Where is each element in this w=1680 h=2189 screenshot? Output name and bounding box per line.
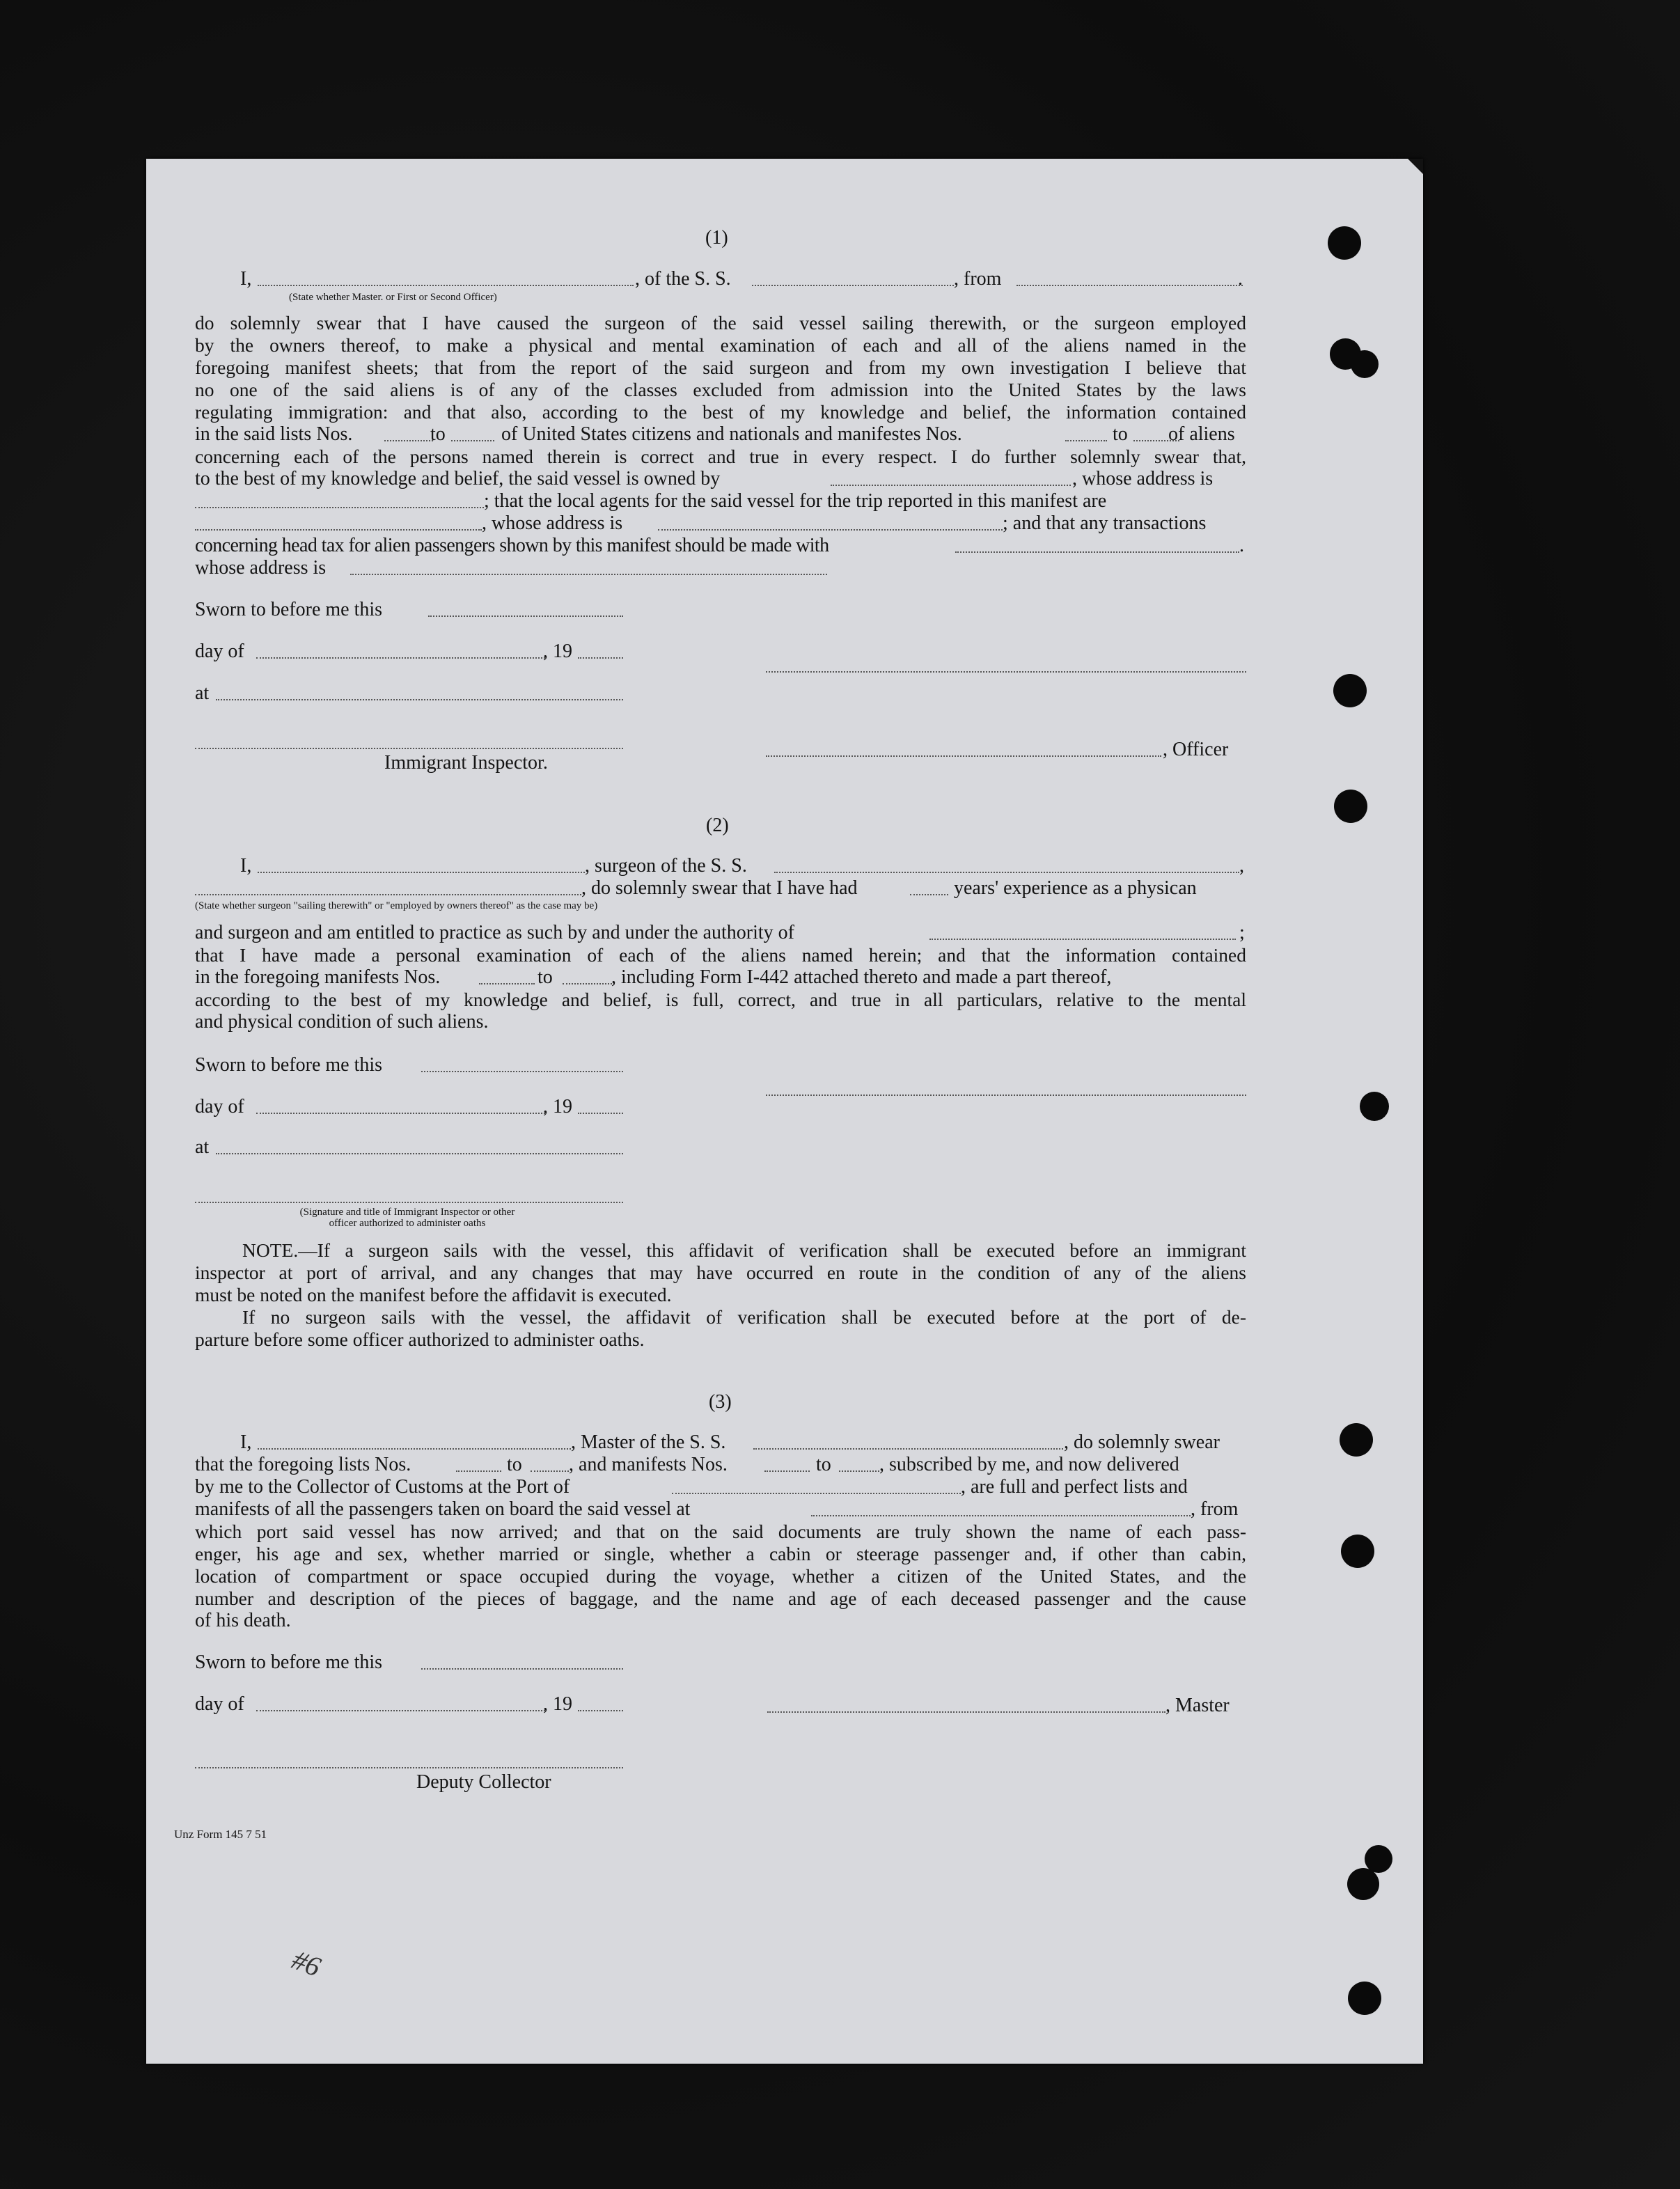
s2-signature-note-2: officer authorized to administer oaths	[329, 1218, 486, 1229]
s1-to2-label: to	[1113, 423, 1128, 445]
s1-lists-nos-label: in the said lists Nos.	[195, 423, 353, 445]
s2-day-of-label: day of	[195, 1096, 244, 1117]
punch-hole	[1348, 1982, 1381, 2015]
s2-note-line: NOTE.—If a surgeon sails with the vessel, this affidavit of verification shall be executed before an immigrant	[242, 1239, 1246, 1261]
s2-year-field[interactable]	[578, 1113, 623, 1114]
s1-period: .	[1238, 268, 1243, 290]
s3-boarded-at-field[interactable]	[811, 1515, 1191, 1516]
s3-oath-line-last: of his death.	[195, 1610, 291, 1631]
s3-collector-signature-field[interactable]	[195, 1767, 623, 1768]
s1-oath-line: foregoing manifest sheets; that from the report of the said surgeon and from my own investigation I believe that	[195, 356, 1246, 378]
s3-lists-from-field[interactable]	[456, 1470, 501, 1472]
s2-i-label: I,	[240, 855, 252, 877]
s1-head-tax-address-field[interactable]	[350, 574, 827, 575]
section-2-heading: (2)	[706, 815, 729, 836]
s2-note-line: parture before some officer authorized to administer oaths.	[195, 1328, 645, 1350]
s1-inspector-signature-field[interactable]	[195, 748, 623, 749]
s1-agent-address-field[interactable]	[658, 529, 1003, 531]
s1-lists-from-field[interactable]	[384, 440, 433, 441]
form-page	[146, 159, 1423, 2064]
s3-master-of-label: , Master of the S. S.	[571, 1431, 726, 1453]
s1-lists-to-field[interactable]	[451, 440, 494, 441]
s2-line-4	[195, 944, 1246, 966]
punch-hole	[1347, 1868, 1379, 1900]
s1-transactions-label: ; and that any transactions	[1003, 512, 1207, 534]
s2-oath-line: that I have made a personal examination of each of the aliens named herein; and that the information contained	[195, 944, 1246, 966]
s2-swear-label: , do solemnly swear that I have had	[581, 877, 858, 899]
punch-hole	[1360, 1092, 1389, 1121]
s1-head-tax-label: concerning head tax for alien passengers shown by this manifest should be made with	[195, 535, 829, 556]
punch-hole	[1333, 674, 1367, 707]
section-1-heading: (1)	[705, 227, 728, 249]
s2-oath-line-last: and physical condition of such aliens.	[195, 1011, 489, 1033]
s3-year-label: , 19	[543, 1693, 572, 1715]
s1-officer-label: , Officer	[1163, 739, 1229, 760]
s1-sworn-field[interactable]	[428, 615, 623, 617]
s3-port-field[interactable]	[672, 1493, 961, 1494]
s3-boarded-at-label: manifests of all the passengers taken on board the said vessel at	[195, 1498, 691, 1520]
s1-owner-address-label: , whose address is	[1072, 468, 1214, 489]
s2-authority-label: and surgeon and am entitled to practice as such by and under the authority of	[195, 922, 794, 943]
s2-to-label: to	[537, 966, 553, 988]
s2-note-paragraph	[195, 1239, 1246, 1351]
s2-manifest-from-field[interactable]	[479, 983, 535, 984]
s3-year-field[interactable]	[578, 1710, 623, 1711]
s3-master-name-field[interactable]	[258, 1448, 571, 1450]
s2-sworn-label: Sworn to before me this	[195, 1054, 383, 1076]
handwritten-mark: #6	[288, 1943, 325, 1983]
s2-surgeon-name-field[interactable]	[258, 872, 585, 873]
s1-head-tax-contact-field[interactable]	[955, 551, 1239, 553]
s2-at-field[interactable]	[216, 1153, 623, 1154]
s3-sworn-label: Sworn to before me this	[195, 1651, 383, 1673]
s1-agents-field[interactable]	[195, 529, 482, 531]
s3-i-label: I,	[240, 1431, 252, 1453]
s3-sworn-field[interactable]	[421, 1668, 623, 1670]
s1-owner-field[interactable]	[831, 485, 1071, 486]
s2-comma: ,	[1239, 855, 1244, 877]
s2-years-field[interactable]	[910, 894, 948, 895]
s1-oath-line: no one of the said aliens is of any of the classes excluded from admission into the United States by the laws	[195, 379, 1246, 400]
s3-oath-line: enger, his age and sex, whether married or single, whether a cabin or steerage passenger and, if other than cabin,	[195, 1543, 1246, 1564]
s2-at-label: at	[195, 1136, 210, 1158]
s1-ship-name-field[interactable]	[752, 285, 954, 286]
s1-whose-address-label: whose address is	[195, 557, 327, 579]
s1-oath-line: do solemnly swear that I have caused the surgeon of the said vessel sailing therewith, or the surgeon employed	[195, 312, 1246, 334]
s1-officer-signature-top-field[interactable]	[766, 671, 1246, 673]
s1-day-field[interactable]	[256, 657, 545, 659]
s2-note-line: inspector at port of arrival, and any changes that may have occurred en route in the condition of any of the aliens	[195, 1262, 1246, 1283]
s1-local-agents-label: ; that the local agents for the said vessel for the trip reported in this manifest are	[484, 490, 1107, 512]
s2-surgeon-type-field[interactable]	[195, 894, 581, 895]
form-id: Unz Form 145 7 51	[174, 1828, 267, 1841]
s1-to-label: to	[430, 423, 446, 445]
s3-oath-line: number and description of the pieces of baggage, and the name and age of each deceased passenger and the cause	[195, 1587, 1246, 1609]
s1-year-field[interactable]	[578, 657, 623, 659]
s2-note-line: If no surgeon sails with the vessel, the affidavit of verification shall be executed before at the port of de-	[242, 1306, 1246, 1328]
corner-fold	[1408, 159, 1423, 174]
s1-agent-address-label: , whose address is	[482, 512, 623, 534]
s2-ship-name-field[interactable]	[774, 872, 1239, 873]
s1-at-label: at	[195, 682, 210, 704]
s3-lists-label: that the foregoing lists Nos.	[195, 1454, 411, 1475]
s3-master-label: , Master	[1165, 1695, 1230, 1716]
s2-lines-6-7	[195, 989, 1246, 1011]
punch-hole	[1328, 226, 1361, 260]
s1-oath-line: concerning each of the persons named therein is correct and true in every respect. I do further solemnly swear that,	[195, 446, 1246, 467]
s1-sworn-label: Sworn to before me this	[195, 599, 383, 620]
s3-day-of-label: day of	[195, 1693, 244, 1715]
s2-surgeon-of-label: , surgeon of the S. S.	[585, 855, 747, 877]
s2-manifests-label: in the foregoing manifests Nos.	[195, 966, 441, 988]
s1-officer-note: (State whether Master. or First or Second Officer)	[289, 292, 497, 303]
s1-oath-line: by the owners thereof, to make a physical and mental examination of each and all of the aliens named in the	[195, 334, 1246, 356]
s1-i-label: I,	[240, 268, 252, 290]
s3-oath-line: location of compartment or space occupied during the voyage, whether a citizen of the United States, and the	[195, 1565, 1246, 1587]
s3-deputy-collector-label: Deputy Collector	[416, 1771, 551, 1793]
s3-ship-name-field[interactable]	[753, 1448, 1063, 1450]
s3-delivered-label: , subscribed by me, and now delivered	[879, 1454, 1179, 1475]
section-3-heading: (3)	[709, 1391, 732, 1413]
s2-note-line: must be noted on the manifest before the affidavit is executed.	[195, 1284, 672, 1305]
s2-manifest-to-field[interactable]	[563, 983, 615, 984]
s2-day-field[interactable]	[256, 1113, 545, 1114]
s2-signature-note-1: (Signature and title of Immigrant Inspector or other	[299, 1207, 515, 1218]
punch-hole	[1334, 790, 1367, 823]
s1-period-2: .	[1239, 535, 1244, 556]
s2-oath-line: according to the best of my knowledge and belief, is full, correct, and true in all particulars, relative to the mental	[195, 989, 1246, 1010]
s1-year-label: , 19	[543, 641, 572, 662]
s2-sworn-field[interactable]	[421, 1071, 623, 1072]
punch-hole	[1351, 350, 1379, 378]
s3-master-signature-field[interactable]	[767, 1711, 1165, 1713]
s1-citizens-label: of United States citizens and nationals and manifestes Nos.	[501, 423, 962, 445]
s2-experience-label: years' experience as a physican	[954, 877, 1197, 899]
s1-officer-signature-field[interactable]	[766, 755, 1161, 757]
s2-form-label: , including Form I-442 attached thereto and made a part thereof,	[611, 966, 1112, 988]
s3-from-label: , from	[1191, 1498, 1239, 1520]
s1-of-aliens-label: of aliens	[1168, 423, 1235, 445]
s2-surgeon-signature-field[interactable]	[766, 1094, 1246, 1096]
s1-owner-address-field[interactable]	[195, 507, 484, 508]
s3-full-lists-label: , are full and perfect lists and	[961, 1476, 1188, 1498]
s2-year-label: , 19	[543, 1096, 572, 1117]
s1-manifest-from-field[interactable]	[1065, 440, 1107, 441]
s3-to2-label: to	[816, 1454, 831, 1475]
s1-inspector-label: Immigrant Inspector.	[384, 752, 548, 774]
s2-semicolon: ;	[1239, 922, 1245, 943]
s1-owned-by-label: to the best of my knowledge and belief, the said vessel is owned by	[195, 468, 721, 489]
s1-from-label: , from	[954, 268, 1002, 290]
s3-port-label: by me to the Collector of Customs at the Port of	[195, 1476, 570, 1498]
s2-authority-field[interactable]	[929, 939, 1236, 940]
s3-lists-to-field[interactable]	[531, 1470, 569, 1472]
s1-line-7	[195, 446, 1246, 468]
s3-day-field[interactable]	[256, 1710, 545, 1711]
s1-day-of-label: day of	[195, 641, 244, 662]
s2-inspector-signature-field[interactable]	[195, 1202, 623, 1203]
s3-to-label: to	[507, 1454, 522, 1475]
s3-oath-line: which port said vessel has now arrived; and that on the said documents are truly shown the name of each pass-	[195, 1521, 1246, 1542]
s1-oath-paragraph	[195, 312, 1246, 423]
punch-hole	[1340, 1423, 1373, 1457]
s3-manifest-to-field[interactable]	[839, 1470, 879, 1472]
s1-of-ss-label: , of the S. S.	[635, 268, 731, 290]
s1-at-field[interactable]	[216, 699, 623, 700]
s1-officer-name-field[interactable]	[258, 285, 634, 286]
s3-manifest-from-field[interactable]	[764, 1470, 810, 1472]
s2-surgeon-note: (State whether surgeon "sailing therewith" or "employed by owners thereof" as the case may be)	[195, 900, 598, 911]
s1-oath-line: regulating immigration: and that also, according to the best of my knowledge and belief, the information contained	[195, 401, 1246, 423]
s3-manifests-label: , and manifests Nos.	[569, 1454, 728, 1475]
s1-from-port-field[interactable]	[1016, 285, 1243, 286]
s3-swear-label: , do solemnly swear	[1064, 1431, 1220, 1453]
s3-oath-paragraph	[195, 1521, 1246, 1610]
punch-hole	[1341, 1535, 1374, 1568]
